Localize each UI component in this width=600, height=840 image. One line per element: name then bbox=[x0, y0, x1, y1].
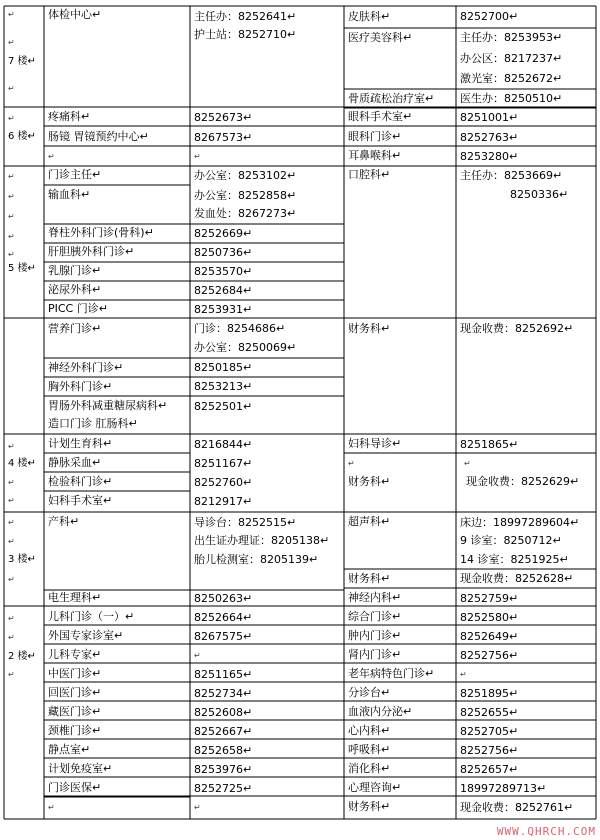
table-cell: 妇科手术室↵ bbox=[48, 494, 113, 507]
table-cell: 营养门诊↵ bbox=[48, 322, 102, 335]
table-cell: 肿内门诊↵ bbox=[348, 629, 402, 642]
table-cell: 8252705↵ bbox=[460, 725, 519, 738]
paragraph-mark: ↵ bbox=[464, 459, 471, 468]
paragraph-mark: ↵ bbox=[8, 250, 15, 259]
paragraph-mark: ↵ bbox=[48, 803, 55, 812]
table-cell: 8252664↵ bbox=[194, 611, 253, 624]
table-cell: 导诊台：8252515↵ bbox=[194, 516, 297, 529]
table-cell: 中医门诊↵ bbox=[48, 667, 102, 680]
paragraph-mark: ↵ bbox=[348, 459, 355, 468]
table-cell: 计划免疫室↵ bbox=[48, 762, 113, 775]
table-cell: 现金收费：8252628↵ bbox=[460, 572, 574, 585]
table-cell: 8252700↵ bbox=[460, 10, 519, 23]
table-cell: 现金收费：8252629↵ bbox=[466, 475, 580, 488]
table-cell: 8252657↵ bbox=[460, 763, 519, 776]
table-cell: 颈椎门诊↵ bbox=[48, 724, 102, 737]
table-cell: 回医门诊↵ bbox=[48, 686, 102, 699]
paragraph-mark: ↵ bbox=[8, 614, 15, 623]
paragraph-mark: ↵ bbox=[8, 212, 15, 221]
table-cell: 计划生育科↵ bbox=[48, 437, 113, 450]
paragraph-mark: ↵ bbox=[8, 670, 15, 679]
table-cell: 血液内分泌↵ bbox=[348, 705, 413, 718]
table-cell: 8252669↵ bbox=[194, 227, 253, 240]
paragraph-mark: ↵ bbox=[8, 38, 15, 47]
table-cell: 8253213↵ bbox=[194, 380, 253, 393]
table-cell: 分诊台↵ bbox=[348, 686, 391, 699]
paragraph-mark: ↵ bbox=[8, 172, 15, 181]
table-cell: 8267575↵ bbox=[194, 630, 253, 643]
table-cell: 主任办：8252641↵ bbox=[194, 10, 297, 23]
table-cell: 8252760↵ bbox=[194, 476, 253, 489]
table-cell: 护士站：8252710↵ bbox=[194, 28, 297, 41]
table-cell: 8251165↵ bbox=[194, 668, 253, 681]
paragraph-mark: ↵ bbox=[8, 633, 15, 642]
table-cell: 综合门诊↵ bbox=[348, 610, 402, 623]
table-cell: 8252734↵ bbox=[194, 687, 253, 700]
table-cell: 医生办：8250510↵ bbox=[460, 92, 563, 105]
table-cell: 出生证办理证：8205138↵ bbox=[194, 534, 330, 547]
paragraph-mark: ↵ bbox=[8, 232, 15, 241]
table-cell: 消化科↵ bbox=[348, 762, 391, 775]
table-cell: 医疗美容科↵ bbox=[348, 31, 413, 44]
table-cell: 口腔科↵ bbox=[348, 168, 391, 181]
table-cell: 现金收费：8252692↵ bbox=[460, 322, 574, 335]
table-cell: 8252725↵ bbox=[194, 782, 253, 795]
table-cell: 产科↵ bbox=[48, 515, 80, 528]
table-cell: 藏医门诊↵ bbox=[48, 705, 102, 718]
table-cell: 超声科↵ bbox=[348, 515, 391, 528]
table-cell: 8267573↵ bbox=[194, 131, 253, 144]
table-cell: 耳鼻喉科↵ bbox=[348, 149, 402, 162]
table-cell: 心内科↵ bbox=[348, 724, 391, 737]
table-cell: 检验科门诊↵ bbox=[48, 475, 113, 488]
table-cell: 脊柱外科门诊(骨科)↵ bbox=[48, 226, 154, 239]
floor-label: 4 楼↵ bbox=[8, 458, 36, 469]
table-cell: 8251167↵ bbox=[194, 457, 253, 470]
table-cell: 体检中心↵ bbox=[48, 8, 102, 21]
table-cell: 8250336↵ bbox=[510, 188, 569, 201]
table-cell: 皮肤科↵ bbox=[348, 10, 391, 23]
table-cell: 18997289713↵ bbox=[460, 782, 547, 795]
table-cell: 8253931↵ bbox=[194, 303, 253, 316]
table-cell: 门诊医保↵ bbox=[48, 781, 102, 794]
table-cell: 电生理科↵ bbox=[48, 591, 102, 604]
table-cell: 8251001↵ bbox=[460, 111, 519, 124]
paragraph-mark: ↵ bbox=[8, 575, 15, 584]
table-cell: 肾内门诊↵ bbox=[348, 648, 402, 661]
table-cell: 输血科↵ bbox=[48, 188, 91, 201]
table-cell: 8252658↵ bbox=[194, 744, 253, 757]
table-cell: 8250263↵ bbox=[194, 592, 253, 605]
table-cell: 8252684↵ bbox=[194, 284, 253, 297]
table-cell: 泌尿外科↵ bbox=[48, 283, 102, 296]
paragraph-mark: ↵ bbox=[48, 152, 55, 161]
watermark: WWW.QHRCH.COM bbox=[496, 825, 596, 838]
table-cell: 8252756↵ bbox=[460, 649, 519, 662]
table-cell: 14 诊室：8251925↵ bbox=[460, 553, 569, 566]
table-cell: 主任办：8253669↵ bbox=[460, 169, 563, 182]
table-cell: 8252580↵ bbox=[460, 611, 519, 624]
paragraph-mark: ↵ bbox=[194, 651, 201, 660]
table-cell: 8250736↵ bbox=[194, 246, 253, 259]
table-cell: 8216844↵ bbox=[194, 438, 253, 451]
table-cell: 疼痛科↵ bbox=[48, 110, 91, 123]
table-cell: 8212917↵ bbox=[194, 495, 253, 508]
table-cell: 办公室：8252858↵ bbox=[194, 189, 297, 202]
table-cell: 床边：18997289604↵ bbox=[460, 516, 580, 529]
paragraph-mark: ↵ bbox=[8, 192, 15, 201]
table-cell: 8252608↵ bbox=[194, 706, 253, 719]
table-cell: 胎儿检测室：8205139↵ bbox=[194, 553, 319, 566]
table-cell: 外国专家诊室↵ bbox=[48, 629, 124, 642]
table-cell: 静脉采血↵ bbox=[48, 456, 102, 469]
table-cell: 8252649↵ bbox=[460, 630, 519, 643]
floor-label: 6 楼↵ bbox=[8, 131, 36, 142]
table-cell: 办公室：8253102↵ bbox=[194, 169, 297, 182]
paragraph-mark: ↵ bbox=[194, 152, 201, 161]
table-cell: 8251895↵ bbox=[460, 687, 519, 700]
table-cell: 胸外科门诊↵ bbox=[48, 380, 113, 393]
table-cell: 静点室↵ bbox=[48, 743, 91, 756]
table-cell: 现金收费：8252761↵ bbox=[460, 801, 574, 814]
paragraph-mark: ↵ bbox=[8, 10, 15, 19]
paragraph-mark: ↵ bbox=[8, 84, 15, 93]
table-cell: 8251865↵ bbox=[460, 438, 519, 451]
table-cell: 8253976↵ bbox=[194, 763, 253, 776]
paragraph-mark: ↵ bbox=[8, 442, 15, 451]
table-cell: 主任办：8253953↵ bbox=[460, 31, 563, 44]
table-cell: 8252501↵ bbox=[194, 400, 253, 413]
table-cell: 儿科门诊（一）↵ bbox=[48, 610, 135, 623]
table-cell: 眼科手术室↵ bbox=[348, 110, 413, 123]
table-cell: 9 诊室：8250712↵ bbox=[460, 534, 562, 547]
table-cell: 发血处：8267273↵ bbox=[194, 207, 297, 220]
table-cell: 神经外科门诊↵ bbox=[48, 361, 124, 374]
table-cell: 财务科↵ bbox=[348, 322, 391, 335]
table-cell: 财务科↵ bbox=[348, 800, 391, 813]
floor-label: 5 楼↵ bbox=[8, 263, 36, 274]
table-cell: 门诊主任↵ bbox=[48, 168, 102, 181]
table-cell: 乳腺门诊↵ bbox=[48, 264, 102, 277]
floor-label: 2 楼↵ bbox=[8, 651, 36, 662]
table-cell: 妇科导诊↵ bbox=[348, 437, 402, 450]
paragraph-mark: ↵ bbox=[8, 537, 15, 546]
table-cell: 办公区：8217237↵ bbox=[460, 52, 563, 65]
table-cell: 造口门诊 肛肠科↵ bbox=[48, 417, 138, 430]
table-cell: 眼科门诊↵ bbox=[348, 130, 402, 143]
table-cell: 8252655↵ bbox=[460, 706, 519, 719]
table-cell: 儿科专家↵ bbox=[48, 648, 102, 661]
table-cell: 8252673↵ bbox=[194, 111, 253, 124]
table-cell: 8252763↵ bbox=[460, 131, 519, 144]
table-cell: PICC 门诊↵ bbox=[48, 302, 108, 315]
table-cell: 8252667↵ bbox=[194, 725, 253, 738]
table-cell: 门诊：8254686↵ bbox=[194, 322, 286, 335]
floor-label: 3 楼↵ bbox=[8, 554, 36, 565]
table-cell: 8253570↵ bbox=[194, 265, 253, 278]
table-cell: 胃肠外科减重糖尿病科↵ bbox=[48, 399, 168, 412]
paragraph-mark: ↵ bbox=[8, 114, 15, 123]
table-cell: 财务科↵ bbox=[348, 572, 391, 585]
table-cell: 心理咨询↵ bbox=[348, 781, 402, 794]
paragraph-mark: ↵ bbox=[8, 518, 15, 527]
table-cell: 激光室：8252672↵ bbox=[460, 72, 563, 85]
paragraph-mark: ↵ bbox=[8, 496, 15, 505]
table-cell: 呼吸科↵ bbox=[348, 743, 391, 756]
table-cell: 肠镜 胃镜预约中心↵ bbox=[48, 130, 149, 143]
paragraph-mark: ↵ bbox=[460, 670, 467, 679]
table-cell: 办公室：8250069↵ bbox=[194, 341, 297, 354]
table-cell: 肝胆胰外科门诊↵ bbox=[48, 245, 135, 258]
paragraph-mark: ↵ bbox=[8, 478, 15, 487]
table-cell: 神经内科↵ bbox=[348, 591, 402, 604]
table-cell: 8253280↵ bbox=[460, 150, 519, 163]
table-cell: 财务科↵ bbox=[348, 475, 391, 488]
table-cell: 8252759↵ bbox=[460, 592, 519, 605]
table-cell: 8252756↵ bbox=[460, 744, 519, 757]
table-cell: 老年病特色门诊↵ bbox=[348, 667, 435, 680]
paragraph-mark: ↵ bbox=[194, 803, 201, 812]
table-cell: 骨质疏松治疗室↵ bbox=[348, 92, 435, 105]
floor-label: 7 楼↵ bbox=[8, 56, 36, 67]
table-cell: 8250185↵ bbox=[194, 361, 253, 374]
